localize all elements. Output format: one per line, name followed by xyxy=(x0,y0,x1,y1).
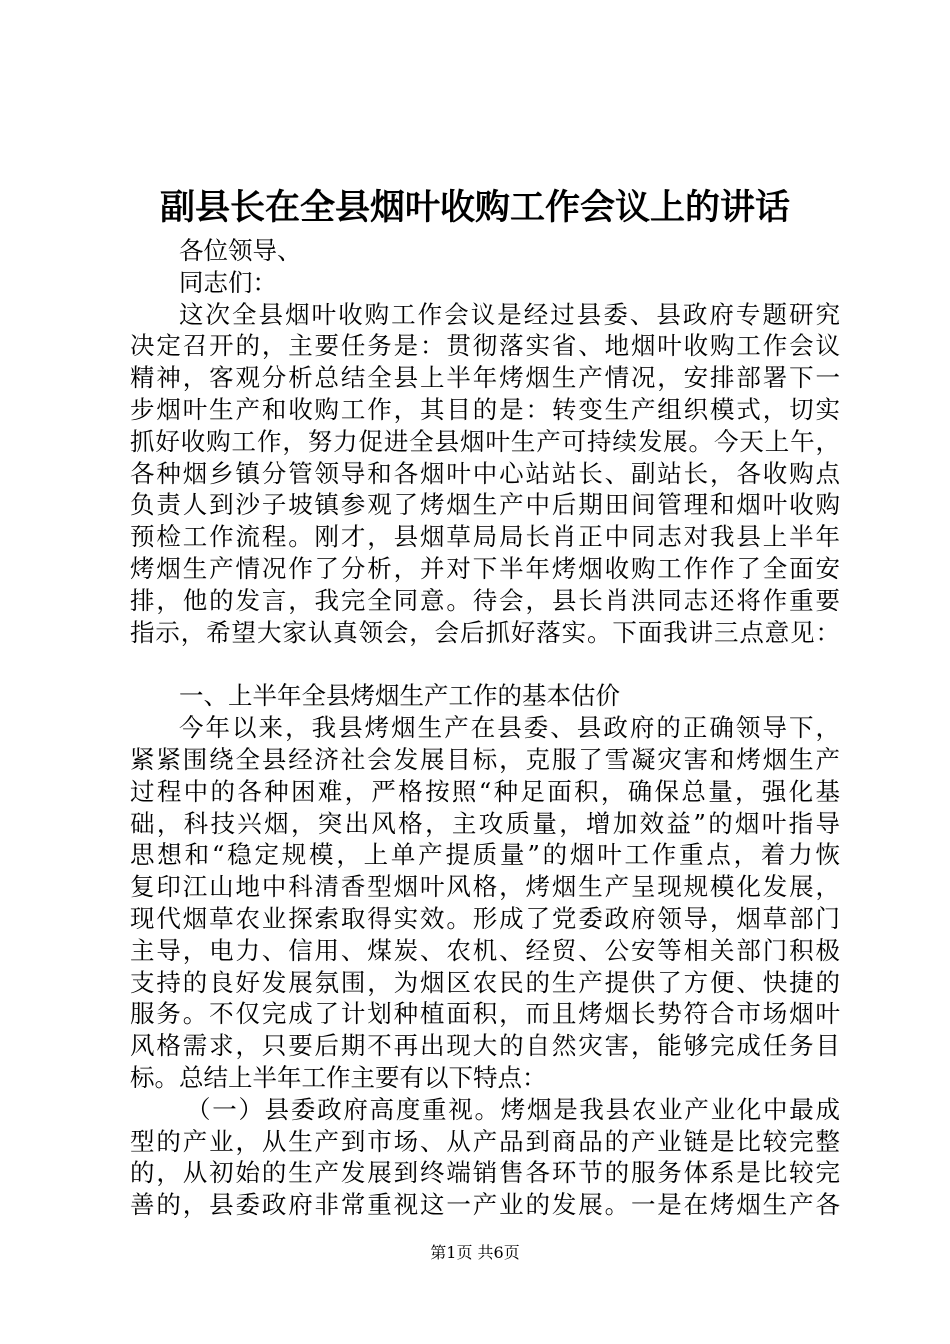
paragraph-line: （一）县委政府高度重视。烤烟是我县农业产业化中最成 xyxy=(186,1094,840,1124)
paragraph-line: 排，他的发言，我完全同意。待会，县长肖洪同志还将作重要 xyxy=(130,585,840,615)
paragraph-3 xyxy=(130,1094,840,1221)
paragraph-line: 服务。不仅完成了计划种植面积，而且烤烟长势符合市场烟叶 xyxy=(130,999,840,1029)
paragraph-line: 思想和“稳定规模，上单产提质量”的烟叶工作重点，着力恢 xyxy=(130,840,840,870)
greeting-line-2: 同志们： xyxy=(179,267,277,297)
paragraph-line: 步烟叶生产和收购工作，其目的是：转变生产组织模式，切实 xyxy=(130,394,840,424)
paragraph-line: 今年以来，我县烤烟生产在县委、县政府的正确领导下， xyxy=(179,713,840,743)
paragraph-line: 决定召开的，主要任务是：贯彻落实省、地烟叶收购工作会议 xyxy=(130,331,840,361)
greeting-line-1: 各位领导、 xyxy=(179,236,302,265)
paragraph-line: 主导，电力、信用、煤炭、农机、经贸、公安等相关部门积极 xyxy=(130,935,840,965)
section-heading: 一、上半年全县烤烟生产工作的基本估价 xyxy=(179,681,620,711)
paragraph-line: 指示，希望大家认真领会，会后抓好落实。下面我讲三点意见： xyxy=(130,617,840,647)
paragraph-spacer xyxy=(130,648,840,680)
paragraph-line: 现代烟草农业探索取得实效。形成了党委政府领导，烟草部门 xyxy=(130,903,840,933)
paragraph-line: 复印江山地中科清香型烟叶风格，烤烟生产呈现规模化发展， xyxy=(130,872,840,902)
paragraph-line: 预检工作流程。刚才，县烟草局局长肖正中同志对我县上半年 xyxy=(130,522,840,552)
paragraph-line: 各种烟乡镇分管领导和各烟叶中心站站长、副站长，各收购点 xyxy=(130,458,840,488)
paragraph-line: 负责人到沙子坡镇参观了烤烟生产中后期田间管理和烟叶收购 xyxy=(130,490,840,520)
paragraph-1 xyxy=(130,299,840,649)
document-body xyxy=(130,235,840,1221)
paragraph-line: 支持的良好发展氛围，为烟区农民的生产提供了方便、快捷的 xyxy=(130,967,840,997)
document-title: 副县长在全县烟叶收购工作会议上的讲话 xyxy=(159,187,790,228)
paragraph-line: 烤烟生产情况作了分析，并对下半年烤烟收购工作作了全面安 xyxy=(130,553,840,583)
page-number-footer: 第1页 共6页 xyxy=(430,1243,520,1262)
paragraph-2 xyxy=(130,712,840,1094)
paragraph-line: 这次全县烟叶收购工作会议是经过县委、县政府专题研究 xyxy=(179,299,840,329)
paragraph-line: 标。总结上半年工作主要有以下特点： xyxy=(130,1062,547,1092)
paragraph-line: 善的，县委政府非常重视这一产业的发展。一是在烤烟生产各 xyxy=(130,1190,840,1220)
paragraph-line: 础，科技兴烟，突出风格，主攻质量，增加效益”的烟叶指导 xyxy=(130,808,840,838)
paragraph-line: 型的产业，从生产到市场、从产品到商品的产业链是比较完整 xyxy=(130,1126,840,1156)
paragraph-line: 抓好收购工作，努力促进全县烟叶生产可持续发展。今天上午， xyxy=(130,426,840,456)
paragraph-line: 风格需求，只要后期不再出现大的自然灾害，能够完成任务目 xyxy=(130,1031,840,1061)
paragraph-line: 的，从初始的生产发展到终端销售各环节的服务体系是比较完 xyxy=(130,1158,840,1188)
paragraph-line: 紧紧围绕全县经济社会发展目标，克服了雪凝灾害和烤烟生产 xyxy=(130,744,840,774)
paragraph-line: 精神，客观分析总结全县上半年烤烟生产情况，安排部署下一 xyxy=(130,363,840,393)
paragraph-line: 过程中的各种困难，严格按照“种足面积，确保总量，强化基 xyxy=(130,776,840,806)
